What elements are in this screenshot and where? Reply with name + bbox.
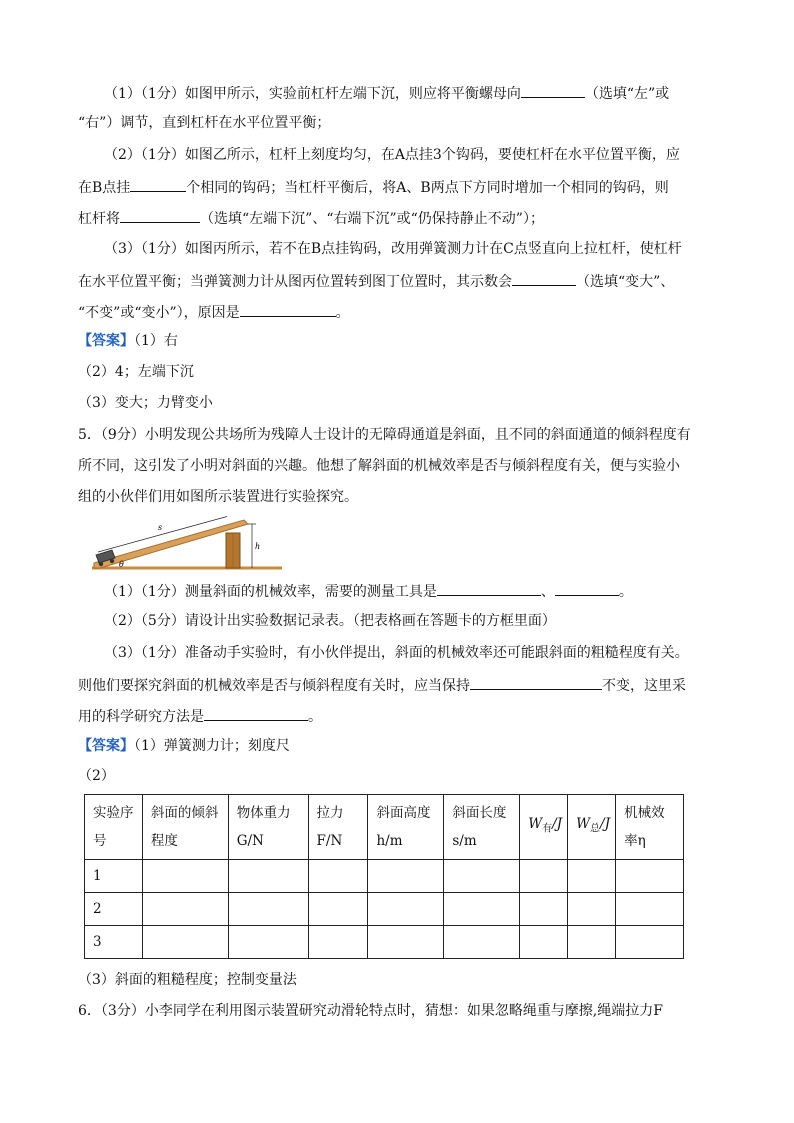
table-cell[interactable]: [368, 926, 444, 959]
answer-text: （1）弹簧测力计；刻度尺: [134, 738, 290, 754]
text: 在水平位置平衡；当弹簧测力计从图丙位置转到图丁位置时，其示数会: [78, 274, 512, 290]
q4-part3-line1: （3）（1分）如图丙所示，若不在B点挂钩码，改用弹簧测力计在C点竖直向上拉杠杆，使杠杆: [104, 241, 682, 257]
table-cell[interactable]: [142, 926, 228, 959]
table-header-row: [85, 795, 684, 860]
text: “不变”或“变小”），原因是: [78, 305, 240, 321]
table-cell[interactable]: [228, 893, 308, 926]
table-cell[interactable]: [308, 860, 368, 893]
q4-part2-line3: [78, 207, 544, 229]
table-cell[interactable]: [568, 926, 616, 959]
text: 杠杆将: [78, 211, 120, 227]
q5-stem-line3: 组的小伙伴们用如图所示装置进行实验探究。: [78, 489, 358, 505]
row-number-cell: 1: [85, 860, 143, 893]
q4-part3-line3: [78, 301, 350, 323]
row-number-cell: 3: [85, 926, 143, 959]
text: 用的科学研究方法是: [78, 709, 204, 725]
answer-blank[interactable]: [204, 705, 308, 721]
header-cell: 斜面长度 s/m: [444, 795, 520, 860]
answer-blank[interactable]: [521, 82, 585, 98]
table-cell[interactable]: [444, 926, 520, 959]
table-cell[interactable]: [368, 893, 444, 926]
text: 则他们要探究斜面的机械效率是否与倾斜程度有关时，应当保持: [78, 678, 470, 694]
table-cell[interactable]: [228, 860, 308, 893]
table-row: [85, 860, 684, 893]
s-label: s: [158, 523, 163, 532]
row-number-cell: 2: [85, 893, 143, 926]
table-cell[interactable]: [308, 926, 368, 959]
header-cell: 斜面高度 h/m: [368, 795, 444, 860]
table-cell[interactable]: [568, 893, 616, 926]
answer-blank[interactable]: [555, 580, 619, 596]
q5-part3-line1: （3）（1分）准备动手实验时，有小伙伴提出，斜面的机械效率还可能跟斜面的粗糙程度有关。: [104, 645, 689, 661]
incline-plank: [94, 520, 248, 568]
answer-blank[interactable]: [437, 580, 541, 596]
text: （1）（1分）测量斜面的机械效率，需要的测量工具是: [104, 584, 437, 600]
q4-answer-2: （2）4；左端下沉: [78, 364, 194, 380]
table-cell[interactable]: [142, 893, 228, 926]
table-cell[interactable]: [616, 926, 684, 959]
answer-text: （1）右: [134, 333, 178, 349]
theta-label: θ: [119, 560, 124, 569]
table-cell[interactable]: [368, 860, 444, 893]
text: （选填“左”或: [584, 86, 670, 102]
incline-diagram: [92, 516, 282, 572]
text: 。: [335, 305, 350, 321]
q5-stem-line1: 5．（9分）小明发现公共场所为残障人士设计的无障碍通道是斜面，且不同的斜面通道的倾斜程度有: [78, 427, 691, 443]
q4-part1-line2: “右”）调节，直到杠杆在水平位置平衡；: [78, 115, 331, 131]
answer-blank[interactable]: [512, 270, 576, 286]
header-cell: $W_总/J$: [568, 795, 616, 860]
text: 在B点挂: [78, 180, 131, 196]
answer-blank[interactable]: [120, 207, 200, 223]
q4-part1-line1: [104, 82, 669, 104]
q5-answer-3: （3）斜面的粗糙程度；控制变量法: [78, 972, 297, 988]
text: 。: [308, 709, 322, 725]
table-cell[interactable]: [616, 860, 684, 893]
table-cell[interactable]: [520, 860, 568, 893]
data-record-table: [84, 794, 684, 959]
q4-answer-1: [78, 331, 178, 351]
q6-stem-line1: 6．（3分）小李同学在利用图示装置研究动滑轮特点时，猜想：如果忽略绳重与摩擦,绳端拉力F: [78, 1003, 663, 1019]
text: 、: [540, 584, 555, 600]
text: （选填“左端下沉”、“右端下沉”或“仍保持静止不动”）；: [200, 211, 544, 227]
q5-part3-line3: [78, 705, 322, 727]
header-cell: 斜面的倾斜 程度: [142, 795, 228, 860]
table-row: [85, 893, 684, 926]
header-cell: 物体重力 G/N: [228, 795, 308, 860]
table-cell[interactable]: [142, 860, 228, 893]
q5-part3-line2: [78, 674, 686, 696]
q4-part2-line2: [78, 176, 669, 198]
text: （选填“变大”、: [576, 274, 675, 290]
q5-part1: [104, 580, 633, 602]
q4-answer-3: （3）变大；力臂变小: [78, 395, 213, 411]
text: （1）（1分）如图甲所示，实验前杠杆左端下沉，则应将平衡螺母向: [104, 86, 521, 102]
table-cell[interactable]: [444, 893, 520, 926]
h-label: h: [255, 542, 261, 551]
text: 个相同的钩码；当杠杆平衡后，将A、B两点下方同时增加一个相同的钩码，则: [186, 180, 669, 196]
q5-answer-1: [78, 736, 290, 756]
table-cell[interactable]: [520, 926, 568, 959]
table-cell[interactable]: [616, 893, 684, 926]
table-cell[interactable]: [228, 926, 308, 959]
header-cell: 拉力 F/N: [308, 795, 368, 860]
table-row: [85, 926, 684, 959]
answer-blank[interactable]: [130, 176, 186, 192]
text: 。: [618, 584, 633, 600]
q5-part2: （2）（5分）请设计出实验数据记录表。（把表格画在答题卡的方框里面）: [104, 613, 556, 629]
table-cell[interactable]: [520, 893, 568, 926]
answer-blank[interactable]: [470, 674, 602, 690]
text: 不变，这里采: [602, 678, 686, 694]
answer-tag: 【答案】: [78, 738, 134, 754]
q5-stem-line2: 所不同，这引发了小明对斜面的兴趣。他想了解斜面的机械效率是否与倾斜程度有关，便与实验小: [78, 458, 680, 474]
header-cell: 机械效 率η: [616, 795, 684, 860]
q4-part3-line2: [78, 270, 674, 292]
q4-part2-line1: （2）（1分）如图乙所示，杠杆上刻度均匀，在A点挂3个钩码，要使杠杆在水平位置平衡，应: [104, 147, 680, 163]
answer-tag: 【答案】: [78, 333, 134, 349]
table-cell[interactable]: [444, 860, 520, 893]
q5-answer-2: （2）: [78, 768, 115, 784]
table-cell[interactable]: [308, 893, 368, 926]
header-cell: $W_有/J$: [520, 795, 568, 860]
header-cell: 实验序 号: [85, 795, 143, 860]
answer-blank[interactable]: [240, 301, 336, 317]
table-cell[interactable]: [568, 860, 616, 893]
